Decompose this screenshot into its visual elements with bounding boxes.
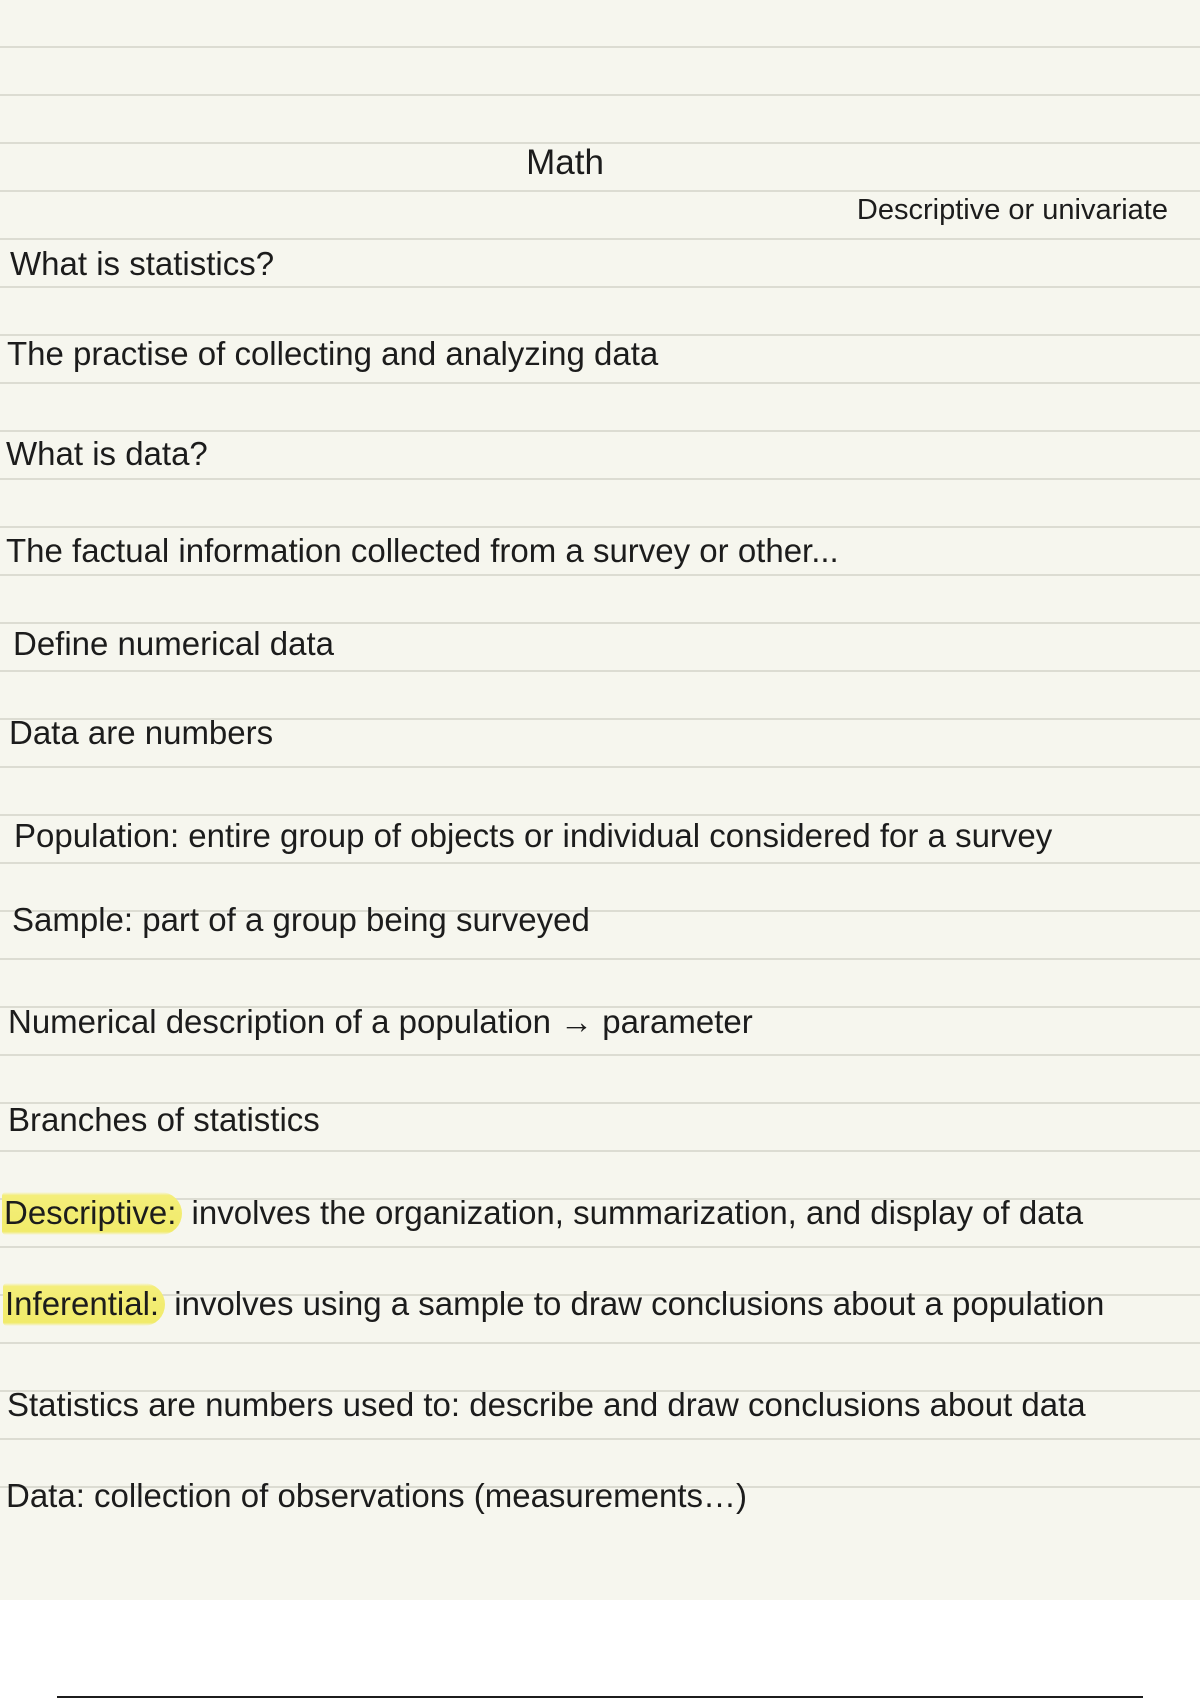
descriptive-definition: involves the organization, summarization, and display of data	[182, 1194, 1084, 1231]
note-line-parameter: Numerical description of a population → parameter	[8, 1003, 753, 1040]
note-line-define-numerical: Define numerical data	[13, 625, 335, 662]
page-bottom-margin	[0, 1515, 1200, 1600]
note-line-question-statistics: What is statistics?	[10, 245, 275, 282]
note-line-question-data: What is data?	[6, 435, 208, 472]
note-line-inferential	[6, 1284, 1104, 1324]
note-title: Math	[526, 143, 604, 182]
note-line-data-observations: Data: collection of observations (measurements…)	[6, 1477, 747, 1514]
note-line-branches: Branches of statistics	[8, 1101, 320, 1138]
inferential-definition: involves using a sample to draw conclusions about a population	[165, 1285, 1105, 1322]
highlighted-term-descriptive: Descriptive:	[2, 1192, 182, 1235]
note-line-sample: Sample: part of a group being surveyed	[12, 901, 590, 938]
note-line-population: Population: entire group of objects or individual considered for a survey	[14, 817, 1053, 854]
corner-note: Descriptive or univariate	[856, 194, 1168, 226]
note-line-descriptive	[5, 1193, 1083, 1233]
highlighted-term-inferential: Inferential:	[3, 1283, 165, 1326]
note-line-statistics-numbers: Statistics are numbers used to: describe and draw conclusions about data	[7, 1386, 1086, 1423]
note-line-answer-statistics: The practise of collecting and analyzing data	[7, 335, 659, 372]
bottom-divider	[57, 1696, 1143, 1698]
note-line-data-numbers: Data are numbers	[9, 714, 274, 751]
note-line-answer-data: The factual information collected from a survey or other...	[6, 532, 839, 569]
